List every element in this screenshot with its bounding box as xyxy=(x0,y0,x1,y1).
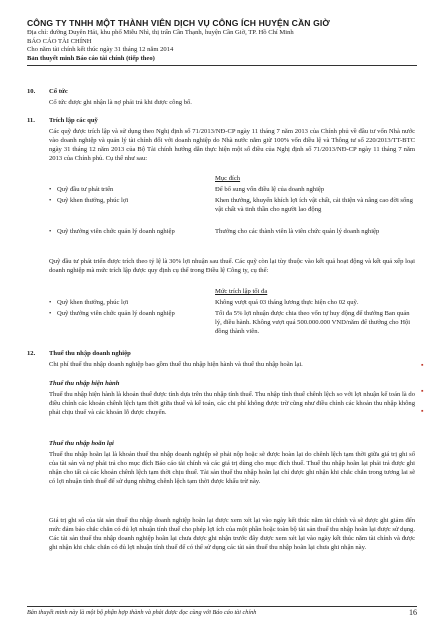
stamp-fragment: ▪ xyxy=(421,408,424,415)
fund-desc: Thưởng cho các thành viên là viên chức quản lý doanh nghiệp xyxy=(215,228,380,235)
fund-name: • Quỹ thưởng viên chức quản lý doanh nghiệp xyxy=(57,227,197,236)
section-number: 11. xyxy=(27,117,35,124)
section-title: Thuế thu nhập doanh nghiệp xyxy=(49,350,131,357)
section-intro: Các quỹ được trích lập và sử dụng theo Nghị định số 71/2013/NĐ-CP ngày 11 tháng 7 năm 2013 của Chính phủ về đầu tư vốn Nhà nước vào doanh nghiệp và quản lý tài chính đối với doanh nghiệp do Nhà nước nắm giữ 100% vốn điều lệ và Thông tư số 220/2013/TT-BTC ngày 31 tháng 12 năm 2013 của Bộ Tài chính hướng dẫn thực hiện một số điều của Nghị định số 71/2013/NĐ-CP ngày 11 tháng 7 năm 2013 của Chính phủ. Cụ thể như sau: xyxy=(49,128,415,162)
stamp-fragment: ▪ xyxy=(421,362,424,369)
company-address: Địa chỉ: đường Duyên Hải, khu phố Miễu Nhì, thị trấn Cần Thạnh, huyện Cần Giờ, TP. Hồ Chí Minh xyxy=(27,29,294,36)
fund-desc: Khen thưởng, khuyến khích lợi ích vật chất, cải thiện và nâng cao đời sống vật chất và tinh thần cho người lao động xyxy=(215,197,413,213)
section-text: Cổ tức được ghi nhận là nợ phải trả khi được công bố. xyxy=(49,99,192,106)
current-tax-text: Thuế thu nhập hiện hành là khoản thuế được tính dựa trên thu nhập tính thuế. Thu nhập tính thuế chênh lệch so với lợi nhuận kế toán là do điều chỉnh các khoản chênh lệch tạm thời giữa thuế và kế toán, các chi phí không được trừ cũng như điều chỉnh các khoản thu nhập không phải chịu thuế và các khoản lỗ được chuyển. xyxy=(49,391,415,416)
fund-name: • Quỹ đầu tư phát triển xyxy=(57,185,197,194)
fund-rates-text: Quỹ đầu tư phát triển được trích theo tỷ lệ là 30% lợi nhuận sau thuế. Các quỹ còn lại tùy thuộc vào kết quả hoạt động và kết quả xếp loại doanh nghiệp mà mức trích lập được quy định cụ thể trong Điều lệ Công ty, cụ thể: xyxy=(49,258,415,274)
fund-desc: Để bổ sung vốn điều lệ của doanh nghiệp xyxy=(215,186,325,193)
level-name: • Quỹ khen thưởng, phúc lợi xyxy=(57,298,197,307)
level-desc: Không vượt quá 03 tháng lương thực hiện cho 02 quỹ. xyxy=(215,299,359,306)
document-header xyxy=(27,18,417,63)
section-intro: Chi phí thuế thu nhập doanh nghiệp bao gồm thuế thu nhập hiện hành và thuế thu nhập hoãn lại. xyxy=(49,361,303,368)
page-number: 16 xyxy=(409,608,417,617)
section-title: Cổ tức xyxy=(49,88,68,95)
subheading-deferred-tax: Thuế thu nhập hoãn lại xyxy=(49,440,114,447)
footer-rule xyxy=(27,606,417,607)
fund-name: • Quỹ khen thưởng, phúc lợi xyxy=(57,196,197,205)
deferred-tax-text: Thuế thu nhập hoãn lại là khoản thuế thu nhập doanh nghiệp sẽ phải nộp hoặc sẽ được hoàn lại do chênh lệch tạm thời giữa giá trị ghi sổ của tài sản và nợ phải trả cho mục đích Báo cáo tài chính và các giá trị dùng cho mục đích thuế. Thuế thu nhập hoãn lại phải trả được ghi nhận cho tất cả các khoản chênh lệch tạm thời chịu thuế. Tài sản thuế thu nhập hoãn lại chỉ được ghi nhận khi chắc chắn trong tương lai sẽ có lợi nhuận tính thuế để sử dụng những chênh lệch tạm thời được khấu trừ này. xyxy=(49,451,415,485)
section-number: 12. xyxy=(27,350,36,357)
report-title: BÁO CÁO TÀI CHÍNH xyxy=(27,37,92,45)
company-name: CÔNG TY TNHH MỘT THÀNH VIÊN DỊCH VỤ CÔNG ÍCH HUYỆN CẦN GIỜ xyxy=(27,18,330,28)
purpose-column-head: Mục đích xyxy=(215,175,241,182)
level-name: • Quỹ thưởng viên chức quản lý doanh nghiệp xyxy=(57,309,197,318)
level-column-head: Mức trích lập tối đa xyxy=(215,288,268,295)
section-number: 10. xyxy=(27,88,36,95)
stamp-fragment: ▪ xyxy=(421,388,424,395)
report-period: Cho năm tài chính kết thúc ngày 31 tháng 12 năm 2014 xyxy=(27,46,174,54)
header-rule xyxy=(27,65,417,66)
section-title: Trích lập các quỹ xyxy=(49,117,98,124)
level-desc: Tối đa 5% lợi nhuận được chia theo vốn tự huy động để thưởng Ban quản lý, điều hành. Không vượt quá 500.000.000 VND/năm để thưởng cho Hội đồng thành viên. xyxy=(215,310,411,335)
deferred-tax-review-text: Giá trị ghi sổ của tài sản thuế thu nhập doanh nghiệp hoãn lại được xem xét lại vào ngày kết thúc năm tài chính và sẽ được ghi giảm đến mức đảm bảo chắc chắn có đủ lợi nhuận tính thuế cho phép lợi ích của một phần hoặc toàn bộ tài sản thuế thu nhập hoãn lại được sử dụng. Các tài sản thuế thu nhập doanh nghiệp hoãn lại chưa được ghi nhận trước đây được xem xét lại vào ngày kết thúc năm tài chính và được ghi nhận khi chắc chắn có đủ lợi nhuận tính thuế để có thể sử dụng các tài sản thuế thu nhập hoãn lại chưa ghi nhận này. xyxy=(49,517,415,551)
footer-text: Bản thuyết minh này là một bộ phận hợp thành và phải được đọc cùng với Báo cáo tài chính xyxy=(27,609,257,616)
notes-subtitle: Bản thuyết minh Báo cáo tài chính (tiếp theo) xyxy=(27,54,155,62)
page-footer xyxy=(27,609,417,616)
subheading-current-tax: Thuế thu nhập hiện hành xyxy=(49,380,120,387)
